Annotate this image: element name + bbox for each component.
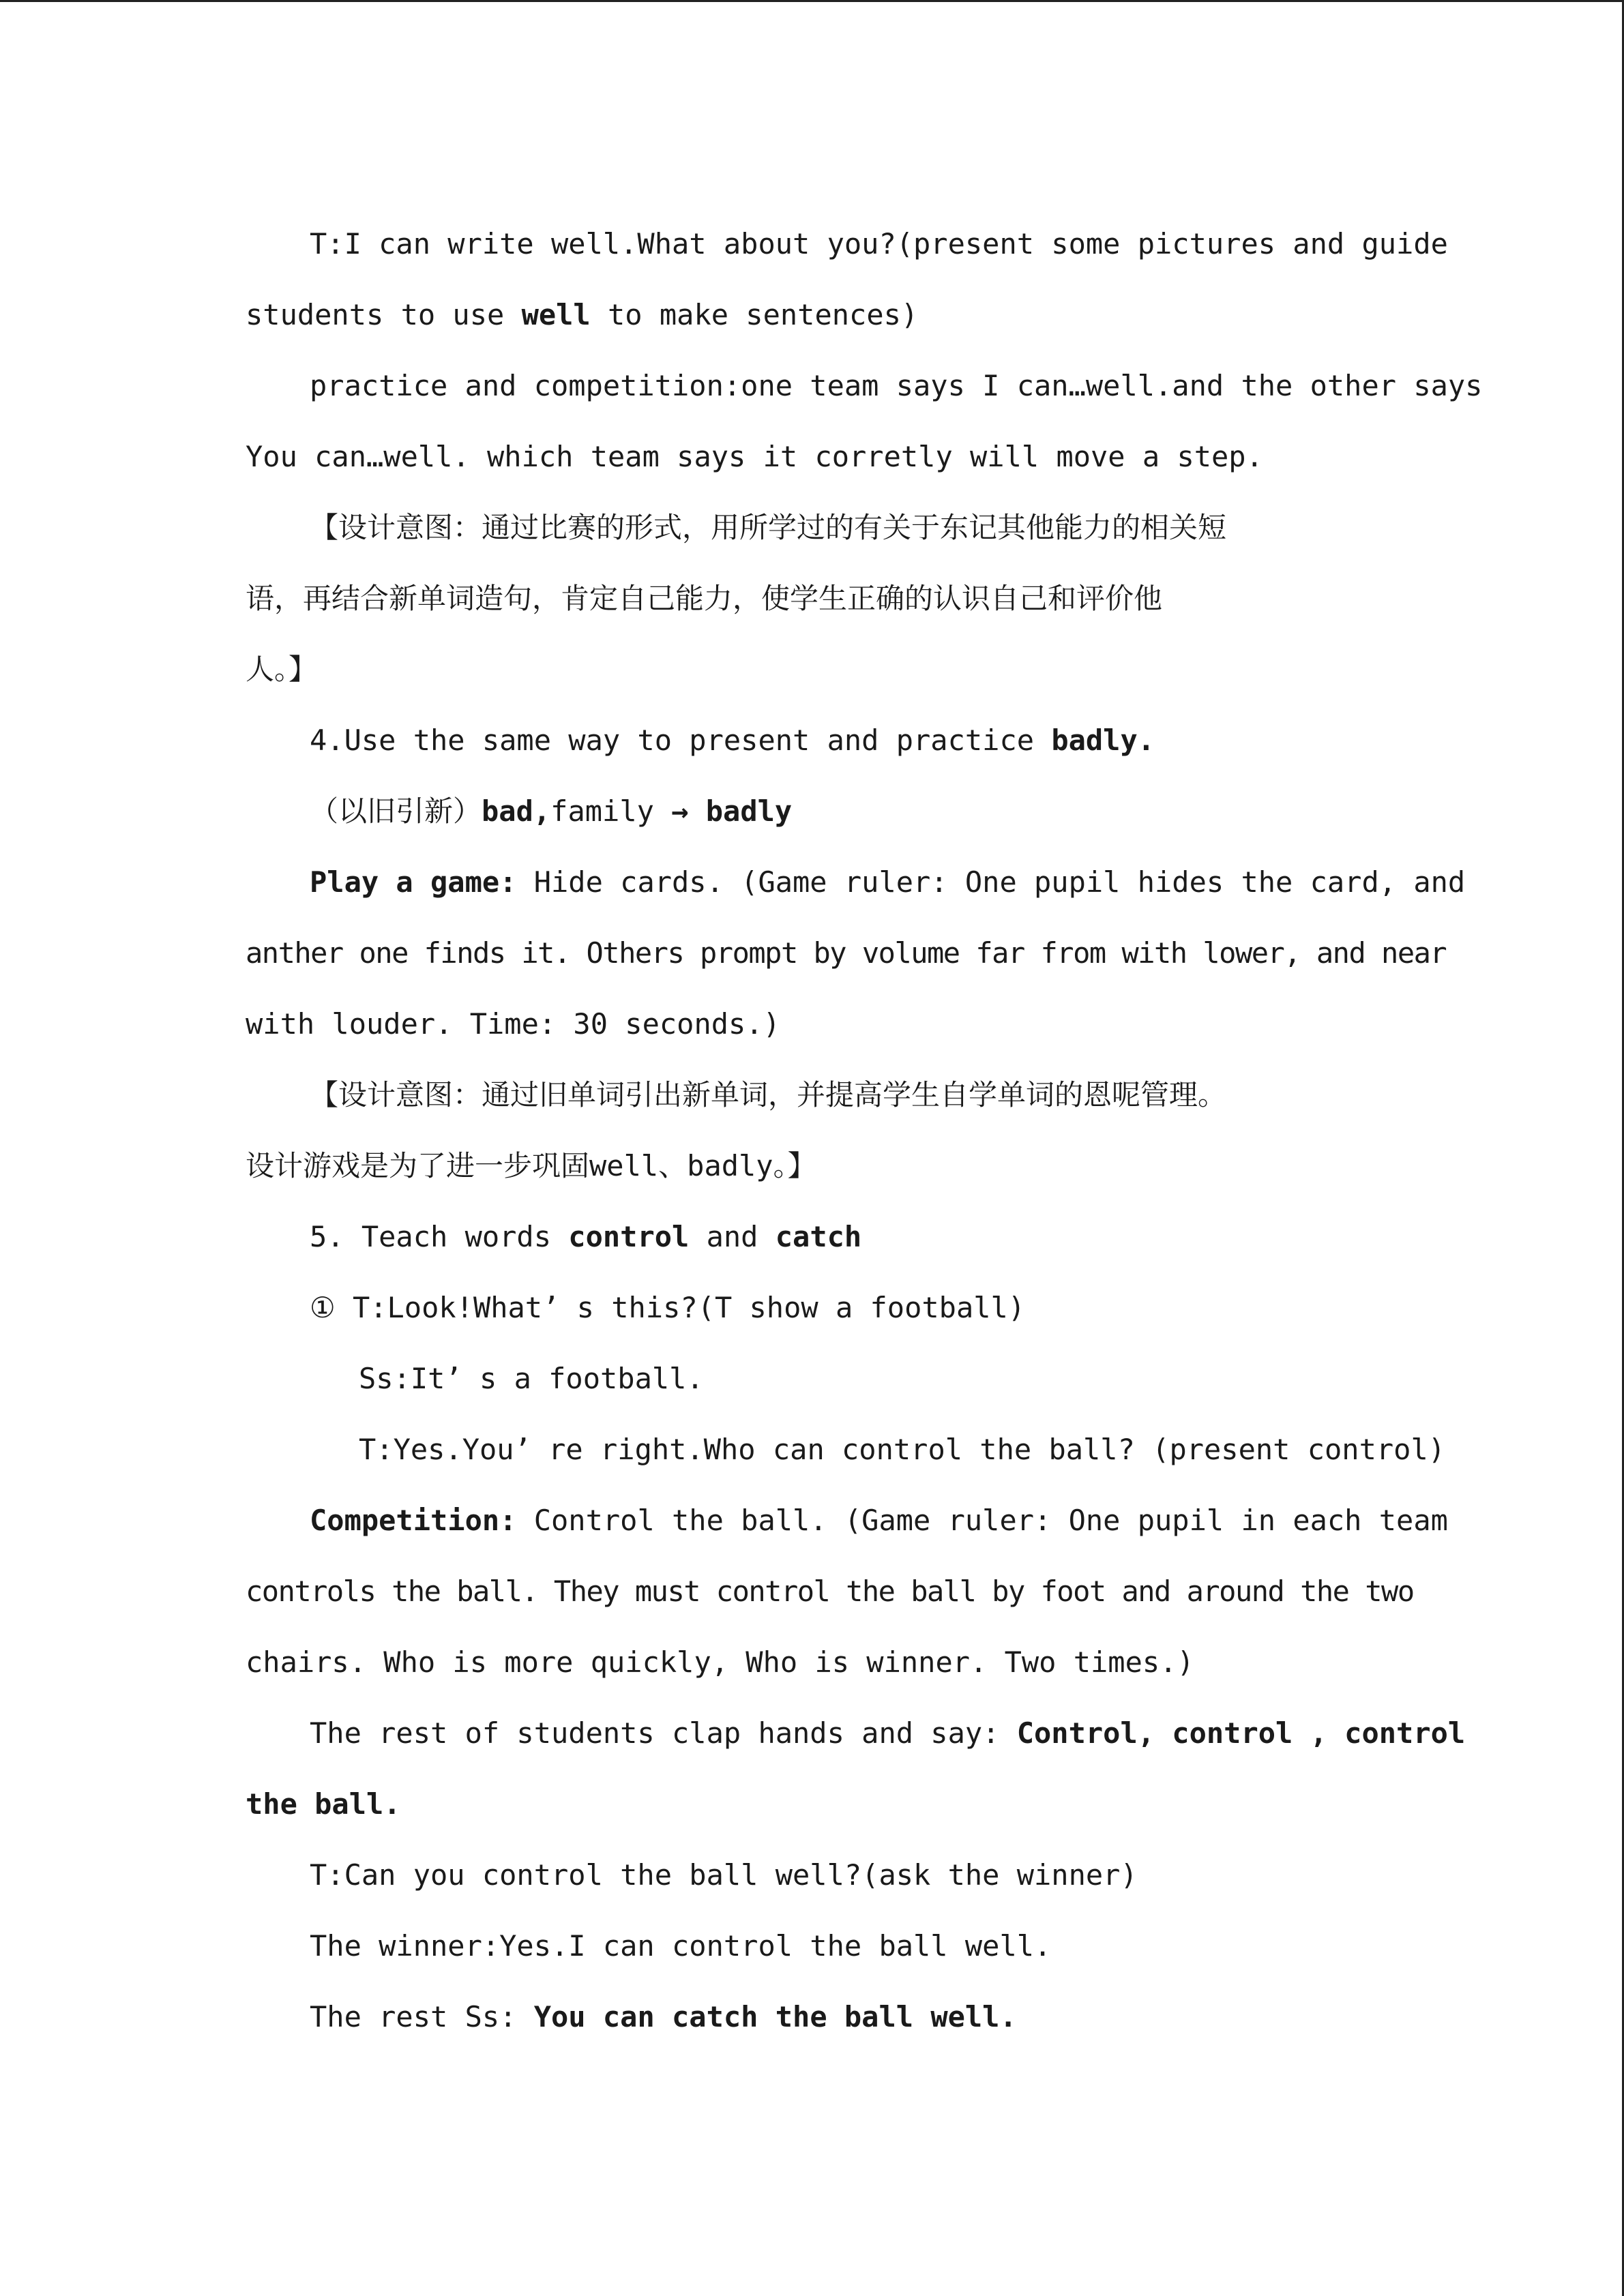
text-run: 【设计意图：通过旧单词引出新单词，并提高学生自学单词的恩呢管理。	[310, 1078, 1227, 1112]
text-run: （以旧引新）	[310, 794, 482, 828]
paragraph-line	[310, 1855, 1138, 1896]
bold-keyword: badly	[705, 794, 793, 828]
paragraph-line	[310, 720, 1155, 761]
bold-keyword: the ball.	[246, 1787, 401, 1821]
text-run: with louder. Time: 30 seconds.)	[246, 1007, 780, 1041]
text-run: 人。】	[246, 653, 318, 686]
text-run: and	[689, 1220, 776, 1253]
paragraph-line	[310, 791, 792, 832]
bold-keyword: You can catch the ball well.	[533, 2000, 1017, 2033]
bold-keyword: bad,	[482, 794, 551, 828]
text-run: ① T:Look!What’ s this?(T show a football)	[310, 1291, 1026, 1324]
text-run: T:I can write well.What about you?(present some pictures and guide	[310, 227, 1448, 260]
text-run: T:Yes.You’ re right.Who can control the ball? (present control)	[359, 1433, 1446, 1466]
paragraph-line	[246, 295, 918, 336]
text-run: well、badly。】	[589, 1149, 816, 1182]
paragraph-line	[310, 1926, 1051, 1967]
paragraph-line	[310, 1500, 1448, 1541]
text-run: chairs. Who is more quickly, Who is winner. Two times.)	[246, 1645, 1194, 1679]
text-run: practice and competition:one team says I can…well.and the other says	[310, 369, 1483, 402]
text-run: The rest Ss:	[310, 2000, 534, 2033]
bold-keyword: Competition:	[310, 1504, 517, 1537]
text-run: students to use	[246, 298, 522, 331]
paragraph-line	[359, 1429, 1445, 1470]
text-run: 【设计意图：通过比赛的形式，用所学过的有关于东记其他能力的相关短	[310, 511, 1227, 544]
text-run: to make sentences)	[590, 298, 919, 331]
paragraph-line	[246, 1571, 1414, 1612]
paragraph-line	[246, 1642, 1194, 1683]
text-run: The rest of students clap hands and say:	[310, 1716, 1017, 1750]
text-run: The winner:Yes.I can control the ball well.	[310, 1929, 1052, 1963]
paragraph-line	[310, 224, 1448, 265]
paragraph-line	[310, 1287, 1025, 1328]
text-run: 设计游戏是为了进一步巩固	[246, 1149, 590, 1182]
paragraph-line	[359, 1358, 704, 1399]
paragraph-line	[246, 436, 1263, 477]
bold-keyword: well	[521, 298, 591, 331]
text-run: 语，再结合新单词造句，肯定自己能力，使学生正确的认识自己和评价他	[246, 582, 1163, 615]
bold-keyword: Control, control , control	[1016, 1716, 1466, 1750]
text-run: family	[550, 794, 654, 828]
arrow-glyph: →	[653, 794, 706, 828]
text-run: controls the ball. They must control the ball by foot and around the two	[246, 1575, 1414, 1608]
text-run: anther one finds it. Others prompt by volume far from with lower, and near	[246, 936, 1447, 970]
paragraph-line	[310, 1217, 861, 1257]
text-run: You can…well. which team says it corretly will move a step.	[246, 440, 1263, 473]
design-intent-line	[310, 507, 1226, 548]
text-run: Control the ball. (Game ruler: One pupil in each team	[516, 1504, 1448, 1537]
text-run: 5. Teach words	[310, 1220, 569, 1253]
paragraph-line	[246, 1004, 780, 1045]
text-run: 4.Use the same way to present and practice	[310, 724, 1052, 757]
bold-keyword: control	[568, 1220, 690, 1253]
design-intent-line	[246, 649, 317, 690]
bold-keyword: Play a game:	[310, 865, 517, 899]
paragraph-line	[310, 862, 1465, 903]
paragraph-line	[310, 1997, 1017, 2038]
design-intent-line	[246, 578, 1162, 619]
design-intent-line	[246, 1146, 816, 1187]
bold-keyword: badly.	[1051, 724, 1155, 757]
paragraph-line	[310, 1713, 1465, 1754]
text-run: Ss:It’ s a football.	[359, 1362, 704, 1395]
text-run: Hide cards. (Game ruler: One pupil hides the card, and	[516, 865, 1466, 899]
text-run: T:Can you control the ball well?(ask the winner)	[310, 1858, 1138, 1892]
paragraph-line	[246, 933, 1446, 974]
paragraph-line	[310, 366, 1482, 406]
paragraph-line	[246, 1784, 401, 1825]
bold-keyword: catch	[775, 1220, 862, 1253]
design-intent-line	[310, 1075, 1226, 1116]
